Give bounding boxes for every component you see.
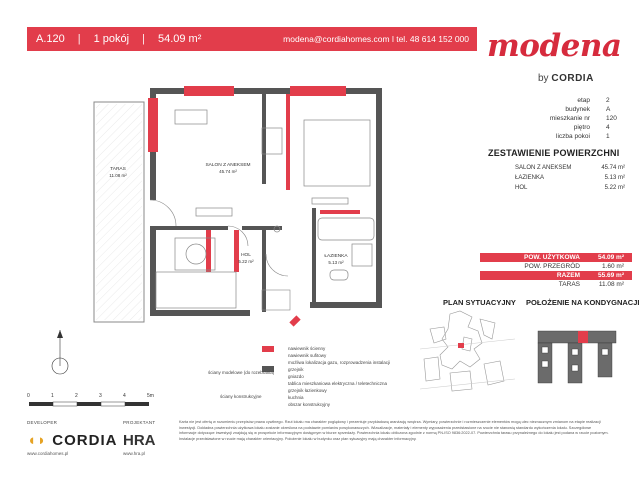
entry-door [262,290,290,310]
developer-logo: ◖◗ CORDIA [27,432,118,449]
label-salon: SALON Z ANEKSEM [205,163,251,168]
legend-item: gniazdo [288,374,304,379]
scale-label: 0 [27,393,30,399]
info-row: piętro 4 [573,124,610,131]
legend-item: obszar konstrukcyjny [288,402,331,407]
header-separator: | [77,33,81,45]
developer-url[interactable]: www.cordiahomes.pl [27,451,69,456]
terrace [94,102,144,322]
floor-location-title: POŁOŻENIE NA KONDYGNACJI [526,298,640,307]
by-cordia [538,73,594,84]
scale-label: 1 [51,393,54,399]
situational-plan-title: PLAN SYTUACYJNY [443,298,516,307]
label-lazienka-area: 5.13 m² [328,260,344,265]
area-totals [480,253,632,289]
windows [148,86,360,327]
legend-item: nawiewnik sufitowy [288,353,327,358]
info-row: mieszkanie nr 120 [549,115,617,122]
info-row: liczba pokoi 1 [556,133,610,140]
situational-plan-map [420,309,515,395]
contact-info[interactable]: modena@cordiahomes.com l tel. 48 614 152 000 [283,34,469,44]
project-label: PROJEKTANT [123,420,156,425]
scale-label: 5m [147,393,154,399]
label-salon-area: 45.74 m² [219,169,237,174]
legend-item: grzejnik [288,367,304,372]
unit-info-table [520,96,630,141]
summary-title: ZESTAWIENIE POWIERZCHNI [488,148,620,158]
by-label: by [538,73,549,84]
scale-label: 3 [99,393,102,399]
scale-bar [27,393,187,413]
room-row: ŁAZIENKA 5.13 m² [515,175,625,181]
project-url[interactable]: www.hra.pl [123,451,146,456]
cordia-brand: CORDIA [551,73,594,84]
scale-label: 4 [123,393,126,399]
floor-location-map [528,309,623,395]
unit-number: A.120 [36,33,65,45]
total-row-usable: POW. UŻYTKOWA 54.09 m² [480,253,632,262]
legend-item: ściany konstrukcyjne [220,394,262,399]
header-separator: | [142,33,145,45]
legend-item: nawiewnik ścienny [288,346,326,351]
unit-location-highlight [578,331,588,343]
room-row: SALON Z ANEKSEM 45.74 m² [515,165,625,171]
scale-label: 2 [75,393,78,399]
label-lazienka: ŁAZIENKA [324,254,348,259]
structural-walls [150,88,382,316]
legend-item: kuchnia [288,395,304,400]
total-row-terrace: TARAS 11.08 m² [558,281,624,288]
doors [150,200,288,276]
label-hol-area: 5.22 m² [238,259,254,264]
legend-red-wall-icon [262,346,274,352]
developer-label: DEVELOPER [27,420,58,425]
scale-bar-graphic [27,400,187,410]
label-taras-area: 11.08 m² [109,173,127,178]
legend-item: możliwa lokalizacja gazu, rozprowadzenia instalacji [288,360,391,365]
building-highlight [458,343,464,348]
north-arrow-icon [52,330,68,374]
info-row: budynek A [565,106,611,113]
project-logo: HRA [123,432,156,449]
label-taras: TARAS [110,167,126,172]
legend-item: ściany modelowe (do rozebrania) [208,370,275,375]
total-row-sum: RAZEM 55.69 m² [480,271,632,280]
label-hol: HOL [241,253,251,258]
modena-logo: modena [487,28,622,64]
unit-area: 54.09 m² [157,33,202,45]
room-row: HOL 5.22 m² [515,185,625,191]
info-row: etap 2 [577,97,610,104]
cordia-mark-icon: ◖◗ [27,432,48,449]
room-area-list [515,163,625,193]
total-row-partitions: POW. PRZEGRÓD 1.60 m² [524,263,624,270]
legend-item: grzejnik łazienkowy [288,388,327,393]
room-count: 1 pokój [93,33,130,45]
disclaimer: Karta nie jest ofertą w rozumieniu przepisów prawa cywilnego. Rzut lokalu ma charakter poglądowy i prezentuje przykładową aranżację wnętrza. Wymiary, powierzchnie i rozmieszczenie elementów mogą ulec nieznacznym zmianom na etapie realizacji inwestycji. Dokładna powierzchnia użytkowa lokalu zostanie określona na podstawie pomiarów powykonawczych. Wizualizacje, materiały i elementy wyposażenia przedstawione na rzucie nie stanowią standardu wykończenia lokalu. Szczegółowe informacje dotyczące inwestycji znajdują się w prospekcie informacyjnym dostępnym w biurze sprzedaży. Powierzchnia lokalu obliczona zgodnie z normą PN-ISO 9836:2022-07. Powierzchnia tarasu przynależnego do lokalu jest podana w rzucie poziomym. Instalacje przedstawione w rzucie mają charakter orientacyjny. Położenie lokalu w budynku oraz plan sytuacyjny mają charakter informacyjny. [179,420,609,441]
legend-item: tablica mieszkaniowa elektryczna / teletechniczna [288,381,388,386]
